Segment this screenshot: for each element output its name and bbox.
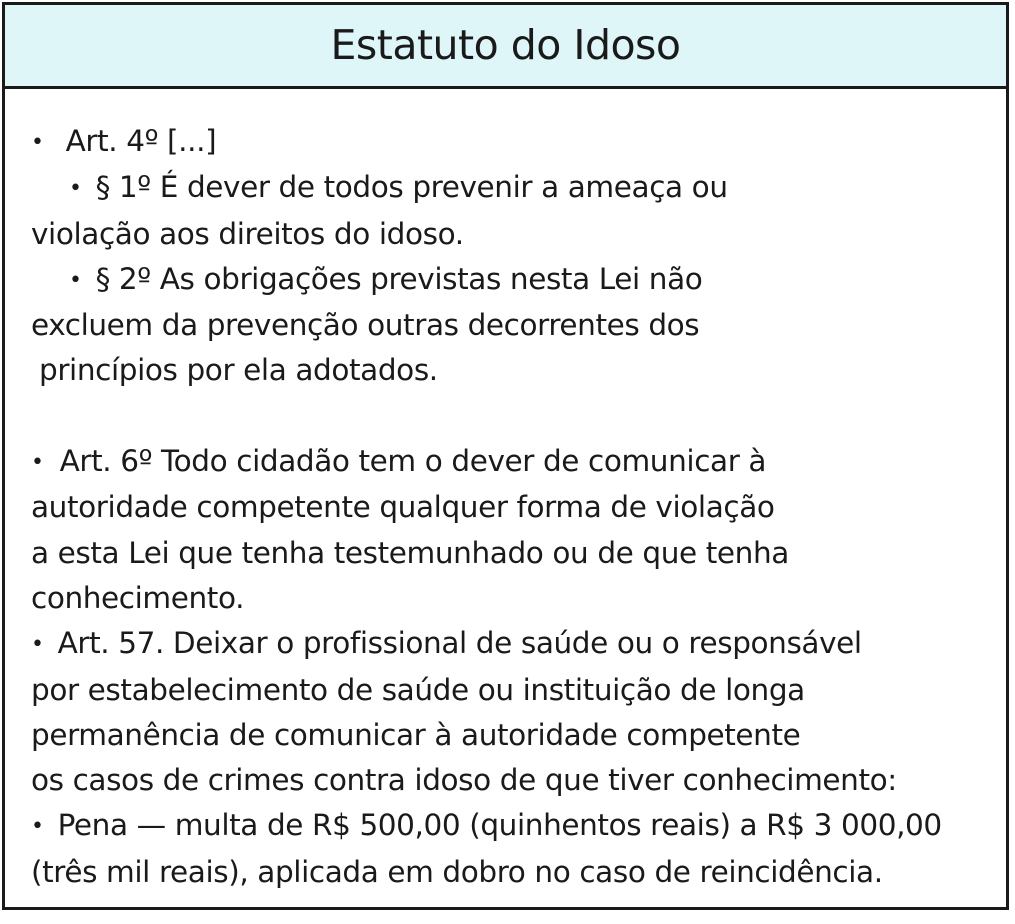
bullet-icon: • <box>69 176 82 202</box>
article-6-line-2: autoridade competente qualquer forma de violação <box>31 490 775 525</box>
spacer <box>31 394 1006 439</box>
penalty-text: Pena — multa de R$ 500,00 (quinhentos reais) a R$ 3 000,00 <box>57 808 942 843</box>
article-4-paragraph-2-line-2: excluem da prevenção outras decorrentes dos <box>31 308 700 343</box>
bullet-icon: • <box>69 267 82 293</box>
article-6-line-1 <box>31 439 1006 485</box>
article-57-line-4: os casos de crimes contra idoso de que tiver conhecimento: <box>31 763 897 798</box>
bullet-icon: • <box>31 632 44 658</box>
article-57-text: Art. 57. Deixar o profissional de saúde ou o responsável <box>57 626 862 661</box>
article-57-line-3: permanência de comunicar à autoridade competente <box>31 717 801 752</box>
article-6-line-4: conhecimento. <box>31 580 245 615</box>
box-header <box>5 5 1006 89</box>
article-57-line-1 <box>31 621 1006 667</box>
article-4-paragraph-1-line-2: violação aos direitos do idoso. <box>31 216 464 251</box>
penalty-line-2: (três mil reais), aplicada em dobro no caso de reincidência. <box>31 854 883 889</box>
bullet-icon: • <box>31 814 44 840</box>
box-content <box>5 89 1006 895</box>
article-4-paragraph-2-line-3: princípios por ela adotados. <box>39 353 438 388</box>
article-4-paragraph-2-line-1 <box>31 257 1006 303</box>
article-4-heading-line <box>31 119 1006 165</box>
bullet-icon: • <box>31 450 44 476</box>
article-6-line-3: a esta Lei que tenha testemunhado ou de que tenha <box>31 535 789 570</box>
article-4-paragraph-1-text: § 1º É dever de todos prevenir a ameaça ou <box>95 170 728 205</box>
article-4-paragraph-2-text: § 2º As obrigações previstas nesta Lei não <box>95 261 703 296</box>
article-57-line-2: por estabelecimento de saúde ou instituição de longa <box>31 672 805 707</box>
box-title: Estatuto do Idoso <box>330 21 681 69</box>
bullet-icon: • <box>31 130 44 155</box>
penalty-line-1 <box>31 803 1006 849</box>
article-6-text: Art. 6º Todo cidadão tem o dever de comunicar à <box>59 444 767 479</box>
article-4-paragraph-1-line-1 <box>31 165 1006 211</box>
article-4-heading: Art. 4º [...] <box>65 124 217 158</box>
statute-box <box>2 2 1009 910</box>
